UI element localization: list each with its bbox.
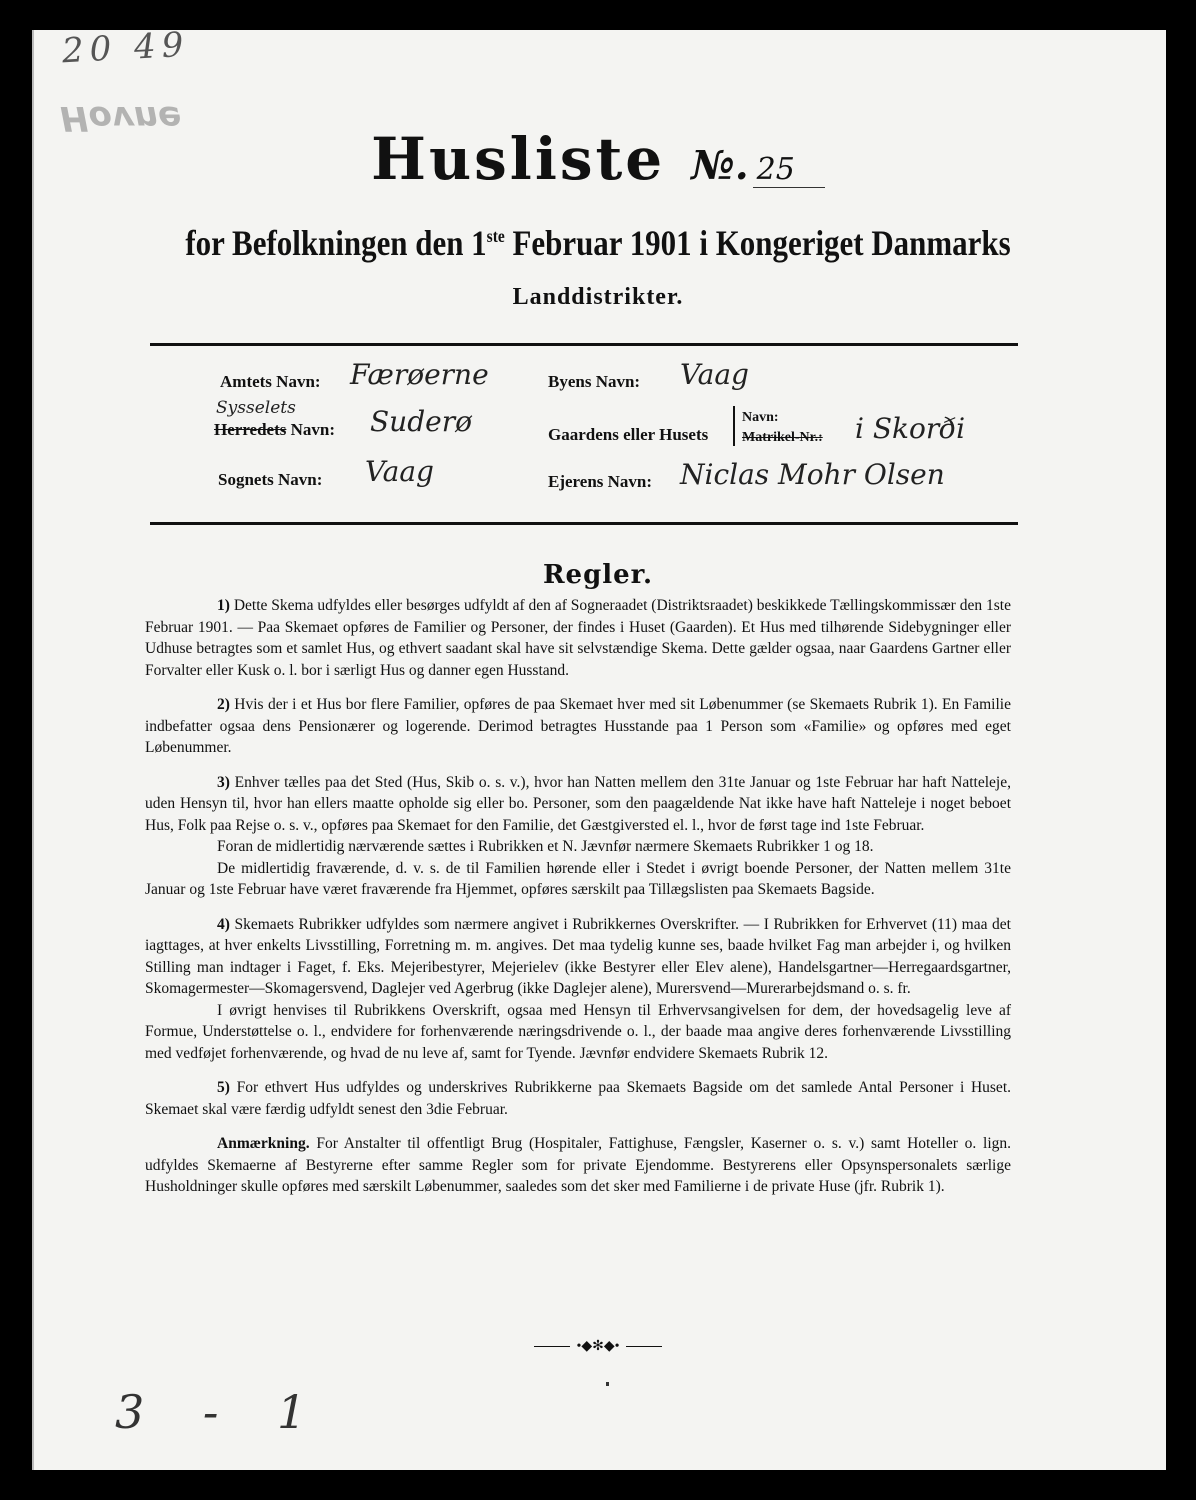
note-text: For Anstalter til offentligt Brug (Hospitaler, Fattighuse, Fængsler, Kaserner o. s. v.) samt Hoteller o. lign. udfyldes Skemaerne af Bestyrerne efter samme Regler som for private Ejendomme. Bestyrerens eller Opsynspersonalets særlige Husholdninger skulle opføres med særskilt Løbenummer, saaledes som det sker med Familierne i de private Huse (jfr. Rubrik 1). — [145, 1135, 1011, 1195]
gaard-label: Gaardens eller Husets — [548, 425, 709, 444]
rule-4b: I øvrigt henvises til Rubrikkens Overskrift, ogsaa med Hensyn til Erhvervsangivelsen for dem, der hovedsagelig leve af Formue, Understøttelse o. l., endvidere for forhenværende næringsdrivende o. l., der baade maa angive deres forhenværende Livsstilling med vedføjet forhenværende, og hvad de nu leve af, samt for Tyende. Jævnfør endvidere Skemaets Rubrik 12. — [145, 1001, 1011, 1062]
herred-label — [214, 420, 335, 440]
gaard-brace — [733, 406, 740, 446]
ejer-label: Ejerens Navn: — [548, 472, 653, 491]
by-label: Byens Navn: — [548, 372, 641, 391]
ejer-value: Niclas Mohr Olsen — [680, 458, 945, 491]
bottom-divider — [150, 522, 1018, 525]
rule-3 — [145, 772, 1011, 837]
rule-4-number: 4) — [217, 915, 230, 933]
rule-5 — [145, 1077, 1011, 1120]
rule-3-text: Enhver tælles paa det Sted (Hus, Skib o. s. v.), hvor han Natten mellem den 31te Januar og 1ste Februar har haft Natteleje, uden Hensyn til, hvor han ellers maatte opholde sig eller bo. Personer, som den paagældende Nat ikke have haft Natteleje i noget beboet Hus, Folk paa Rejse o. s. v., opføres paa Skemaet for den Familie, det Gæstgiversted el. l., hvor de først tage ind 1ste Februar. — [145, 773, 1011, 834]
rules-body — [145, 595, 1011, 1211]
number-label: №. — [691, 142, 749, 189]
form-title: Husliste — [371, 125, 666, 193]
subtitle-sup: ste — [486, 226, 505, 246]
amt-value: Færøerne — [350, 358, 489, 391]
sogn-value: Vaag — [365, 455, 434, 488]
archive-number: 20 49 — [61, 24, 191, 72]
rule-3c: De midlertidig fraværende, d. v. s. de til Familien hørende eller i Stedet i øvrigt boende Personer, der Natten mellem 31te Januar og 1ste Februar have været fraværende fra Hjemmet, opføres særskilt paa Tillægslisten paa Skemaets Bagside. — [145, 859, 1011, 898]
gaard-matrikel-label: Matrikel-Nr.: — [742, 430, 823, 445]
ornament-divider: •◆✻◆• — [488, 1338, 708, 1355]
bleed-through-stamp: Hovne — [60, 98, 182, 138]
sogn-label: Sognets Navn: — [218, 470, 323, 489]
list-number: 25 — [753, 152, 825, 188]
rule-2-text: Hvis der i et Hus bor flere Familier, opføres de paa Skemaet hver med sit Løbenummer (se Skemaets Rubrik 1). En Familie indbefatter ogsaa dens Pensionærer og logerende. Derimod betragtes Husstande paa 1 Person som «Familie» og opføres med eget Løbenummer. — [145, 696, 1011, 756]
rule-2 — [145, 694, 1011, 759]
rule-1-number: 1) — [217, 597, 230, 614]
ink-dot — [606, 1382, 609, 1386]
rule-3-number: 3) — [217, 773, 230, 791]
gaard-value: i Skorði — [855, 412, 966, 445]
top-divider — [150, 343, 1018, 346]
amt-label: Amtets Navn: — [220, 372, 321, 391]
rule-3b: Foran de midlertidig nærværende sættes i Rubrikken et N. Jævnfør nærmere Skemaets Rubrikker 1 og 18. — [217, 838, 874, 855]
herred-struck: Herredets — [214, 420, 287, 439]
rule-1-text: Dette Skema udfyldes eller besørges udfyldt af den af Sogneraadet (Distriktsraadet) beskikkede Tællingskommissær den 1ste Februar 1901. — Paa Skemaet opføres de Familier og Personer, der findes i Huset (Gaarden). Et Hus med tilhørende Sidebygninger eller Udhuse betragtes som et samlet Hus, og ethvert saadant skal have sit selvstændige Skema. Dette gælder ogsaa, naar Gaardens Gartner eller Forvalter eller Kusk o. l. bor i særligt Hus og danner egen Husstand. — [145, 597, 1011, 679]
form-title-row — [0, 125, 1196, 193]
by-value: Vaag — [680, 358, 749, 391]
subtitle-part-2: Februar 1901 i Kongeriget Danmarks — [504, 223, 1011, 263]
rule-5-text: For ethvert Hus udfyldes og underskrives Rubrikkerne paa Skemaets Bagside om det samlede Antal Personer i Huset. Skemaet skal være færdig udfyldt senest den 3die Februar. — [145, 1079, 1011, 1118]
subtitle-part-1: for Befolkningen den 1 — [185, 223, 487, 263]
rules-heading: Regler. — [542, 560, 654, 590]
handwritten-page-note: 3 - 1 — [115, 1385, 329, 1439]
rule-2-number: 2) — [217, 696, 230, 713]
rule-4-text: Skemaets Rubrikker udfyldes som nærmere angivet i Rubrikkernes Overskrifter. — I Rubrikken for Erhvervet (11) maa det iagttages, at hver enkelts Livsstilling, Forretning m. m. angives. Det maa tydelig kunne ses, baade hvilket Fag man arbejder i, og hvilken Stilling man indtager i Faget, f. Eks. Mejeribestyrer, Mejerielev (ikke Bestyrer eller Elev alene), Handelsgartner—Herregaardsgartner, Skomagermester—Skomagersvend, Daglejer ved Agerbrug (ikke Daglejer alene), Murersvend—Murerarbejdsmand o. s. fr. — [145, 915, 1011, 997]
gaard-navn-label: Navn: — [742, 410, 779, 425]
rules-note — [145, 1133, 1011, 1198]
form-district: Landdistrikter. — [512, 284, 684, 310]
herred-correction: Sysselets — [216, 398, 296, 418]
rule-1 — [145, 595, 1011, 681]
rule-5-number: 5) — [217, 1079, 230, 1096]
rule-4 — [145, 914, 1011, 1000]
note-label: Anmærkning. — [217, 1135, 310, 1152]
form-subtitle — [84, 222, 1113, 264]
herred-label-text: Navn: — [286, 420, 336, 439]
herred-value: Suderø — [370, 405, 472, 438]
